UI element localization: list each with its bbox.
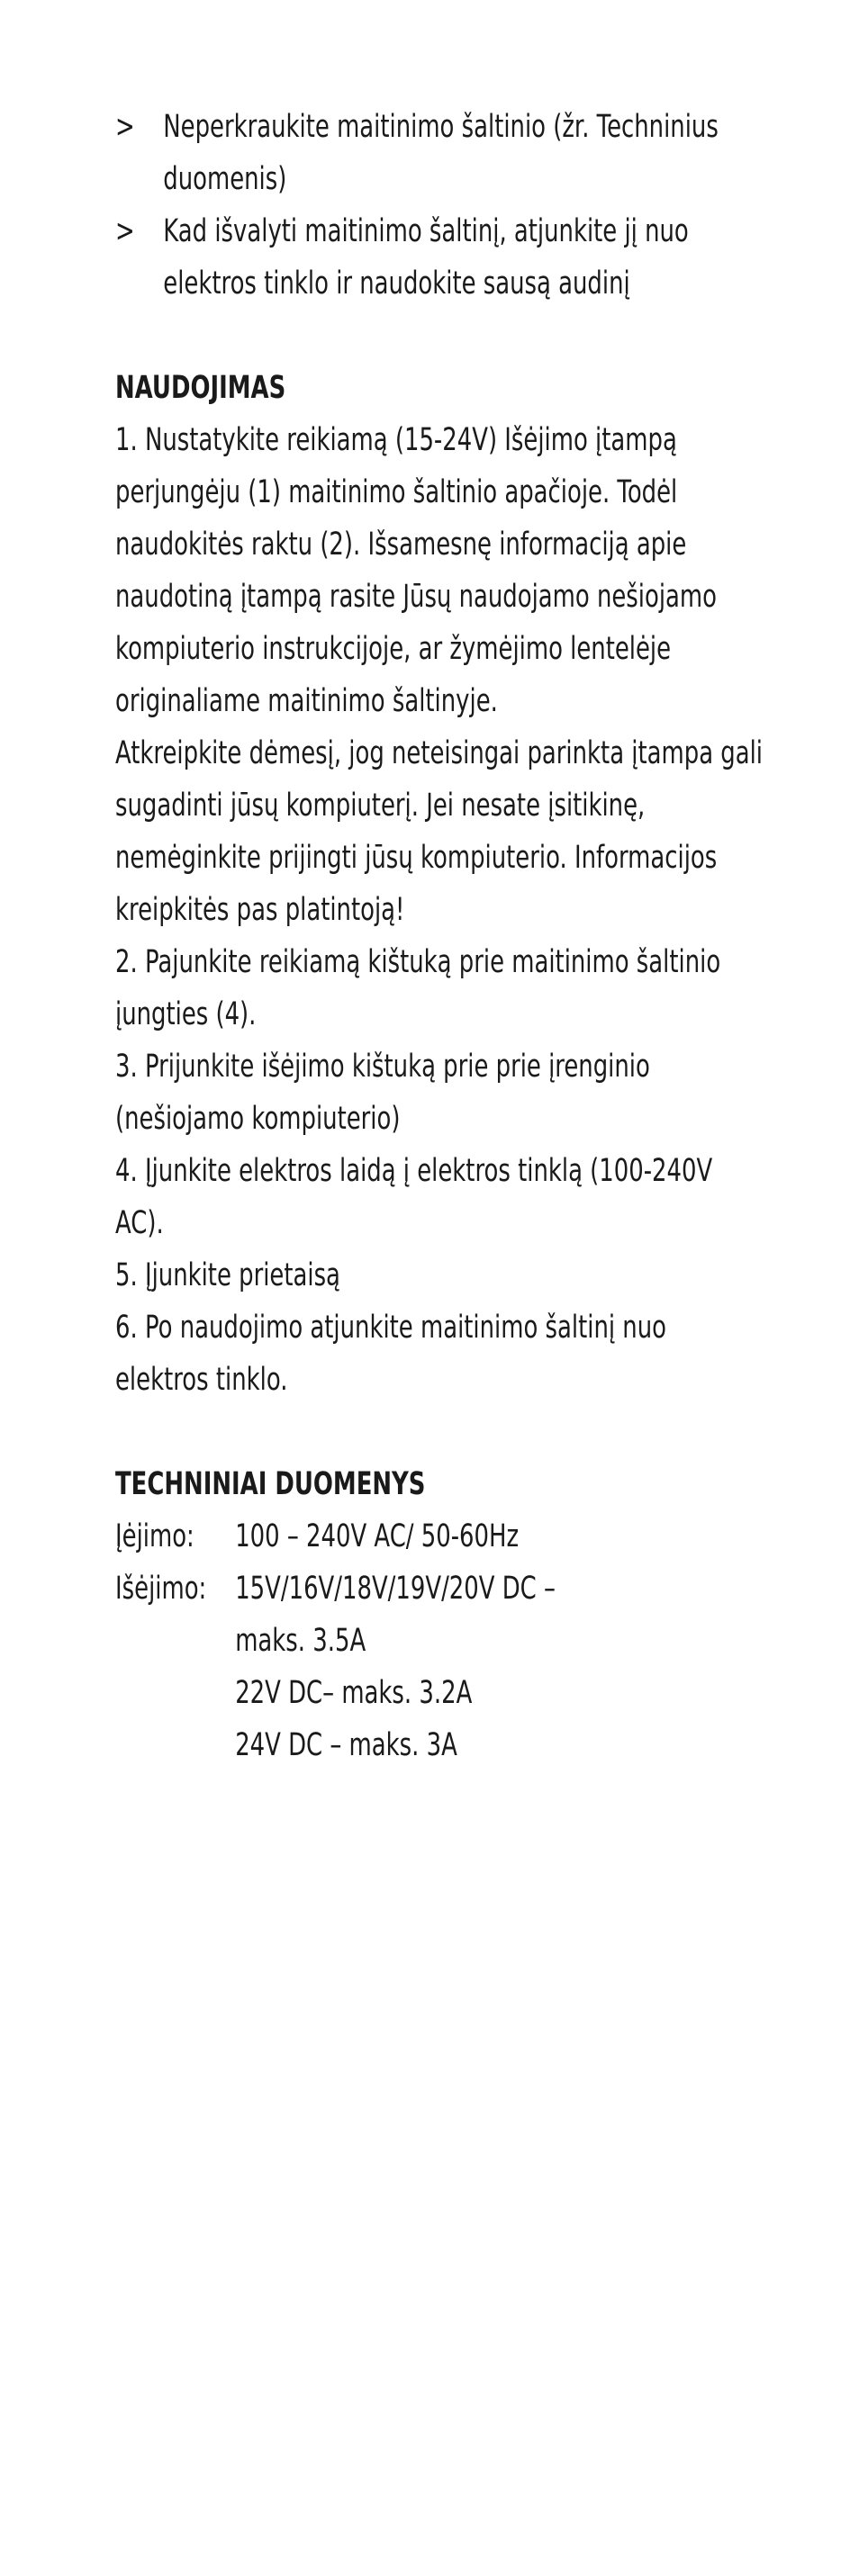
- spec-value: 22V DC– maks. 3.2A: [235, 1675, 473, 1711]
- spec-value: maks. 3.5A: [235, 1623, 366, 1659]
- spec-label: Išėjimo:: [115, 1571, 207, 1607]
- usage-step: 5. Įjunkite prietaisą: [115, 1257, 340, 1293]
- warning-text: Neperkraukite maitinimo šaltinio (žr. Techninius duomenis): [163, 109, 719, 197]
- spec-value: 100 – 240V AC/ 50-60Hz: [235, 1518, 520, 1554]
- warning-text: Kad išvalyti maitinimo šaltinį, atjunkite jį nuo elektros tinklo ir naudokite sausą audinį: [163, 213, 689, 302]
- spec-row-output: [115, 1563, 763, 1771]
- usage-note: Atkreipkite dėmesį, jog neteisingai parinkta įtampa gali sugadinti jūsų kompiuterį. Jei nesate įsitikinę, nemėginkite prijingti jūsų kompiuterio. Informacijos kreipkitės pas platintoją!: [115, 735, 764, 928]
- usage-heading: NAUDOJIMAS: [115, 370, 286, 406]
- warning-item: [115, 205, 763, 310]
- document-page: [115, 101, 764, 1771]
- spec-value: 15V/16V/18V/19V/20V DC –: [235, 1571, 556, 1607]
- spec-label: Įėjimo:: [115, 1518, 194, 1554]
- warning-item: [115, 101, 763, 205]
- usage-step: 6. Po naudojimo atjunkite maitinimo šaltinį nuo elektros tinklo.: [115, 1310, 666, 1398]
- usage-step: 1. Nustatykite reikiamą (15-24V) Išėjimo įtampą perjungėju (1) maitinimo šaltinio apačioje. Todėl naudokitės raktu (2). Išsamesnę informaciją apie naudotiną įtampą rasite Jūsų naudojamo nešiojamo kompiuterio instrukcijoje, ar žymėjimo lentelėje originaliame maitinimo šaltinyje.: [115, 422, 717, 719]
- usage-step: 3. Prijunkite išėjimo kištuką prie prie įrenginio (nešiojamo kompiuterio): [115, 1049, 650, 1137]
- spec-value: 24V DC – maks. 3A: [235, 1727, 457, 1763]
- spec-values: [235, 1563, 763, 1771]
- specs-heading: TECHNINIAI DUOMENYS: [115, 1466, 426, 1502]
- usage-step: 4. Įjunkite elektros laidą į elektros tinklą (100-240V AC).: [115, 1153, 713, 1241]
- bullet-marker: >: [115, 109, 135, 145]
- document-text: [115, 101, 763, 1771]
- usage-step: 2. Pajunkite reikiamą kištuką prie maitinimo šaltinio įungties (4).: [115, 944, 721, 1032]
- warning-list: [115, 101, 763, 310]
- spec-row-input: [115, 1510, 763, 1563]
- bullet-marker: >: [115, 213, 135, 249]
